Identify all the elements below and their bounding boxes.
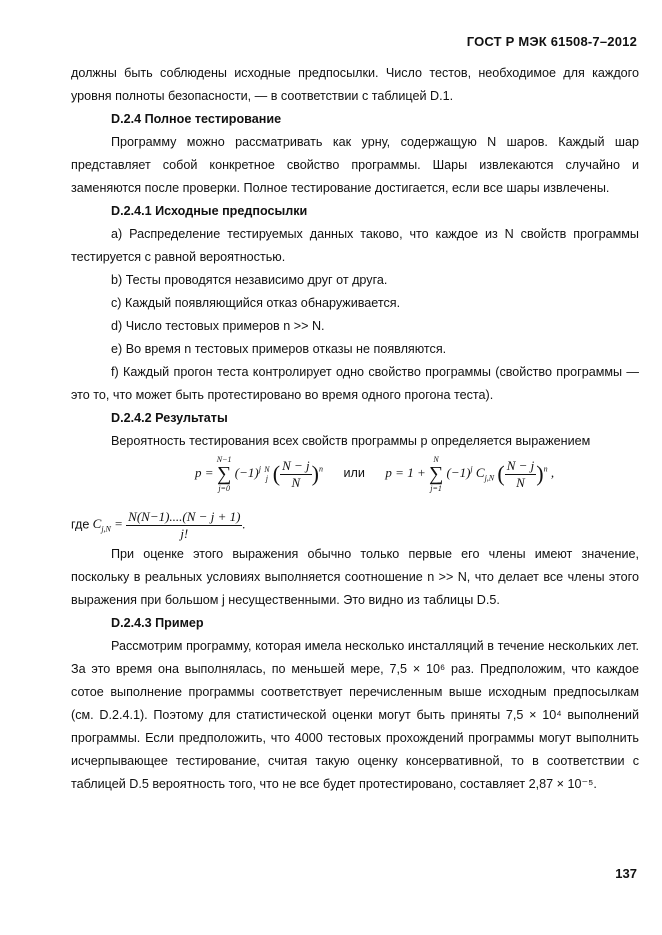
page-content [71,62,639,796]
item-e: e) Во время n тестовых примеров отказы не появляются. [111,342,447,356]
paragraph-probability: Вероятность тестирования всех свойств программы p определяется выражением [111,434,591,448]
heading-d243: D.2.4.3 Пример [111,616,204,630]
document-header: ГОСТ Р МЭК 61508-7–2012 [466,34,637,49]
heading-d241: D.2.4.1 Исходные предпосылки [111,204,308,218]
paragraph-intro: должны быть соблюдены исходные предпосылки. Число тестов, необходимое для каждого уровня полноты безопасности, — в соответствии с таблицей D.1. [71,66,639,103]
item-f: f) Каждый прогон теста контролирует одно свойство программы (свойство программы — это то, что может быть протестировано во время одного прогона теста). [71,365,639,402]
heading-d242: D.2.4.2 Результаты [111,411,228,425]
item-c: c) Каждый появляющийся отказ обнаруживается. [111,296,401,310]
heading-d24: D.2.4 Полное тестирование [111,112,282,126]
item-d: d) Число тестовых примеров n >> N. [111,319,325,333]
coefficient-formula: где $C_{j,N}$ = $\frac{N(N-1)....(N - j + 1)}{j!}$ . [71,509,246,541]
where-word: где [71,517,90,532]
item-a: а) Распределение тестируемых данных таково, что каждое из N свойств программы тестируется с равной вероятностью. [71,227,639,264]
item-b: b) Тесты проводятся независимо друг от друга. [111,273,388,287]
formula-or-word: или [343,465,365,480]
paragraph-example: Рассмотрим программу, которая имела несколько инсталляций в течение нескольких лет. За это время она выполнялась, по меньшей мере, 7,5 × 10⁶ раз. Предположим, что каждое сотое выполнение программы соответствует перечисленным выше исходным предпосылкам (см. D.2.4.1). Поэтому для статистической оценки могут быть приняты 7,5 × 10⁴ выполнений программы. Если предположить, что 4000 тестовых прохождений программы могут выполнить исчерпывающее тестирование, считая такую оценку консервативной, то в соответствии с таблицей D.5 вероятность того, что не все будет протестировано, составляет 2,87 × 10⁻⁵. [71,639,639,791]
paragraph-evaluation: При оценке этого выражения обычно только первые его члены имеют значение, поскольку в реальных условиях выполняется соотношение n >> N, что делает все члены этого выражения при большом j несущественными. Это видно из таблицы D.5. [71,547,639,607]
paragraph-urn: Программу можно рассматривать как урну, содержащую N шаров. Каждый шар представляет собой конкретное свойство программы. Шары извлекаются случайно и заменяются после проверки. Полное тестирование достигается, если все шары извлечены. [71,135,639,195]
probability-formula: p = N−1 ∑ j=0 $(-1)^j$ N j ( $\frac{N - j}{N}$ )$^n$ или p = 1 + N ∑ j=1 $(-1)^j$ $C_{j,N}$ ( $\frac{N - j}{N}$ )$^n$ , [195,455,555,493]
page-number: 137 [615,866,637,881]
